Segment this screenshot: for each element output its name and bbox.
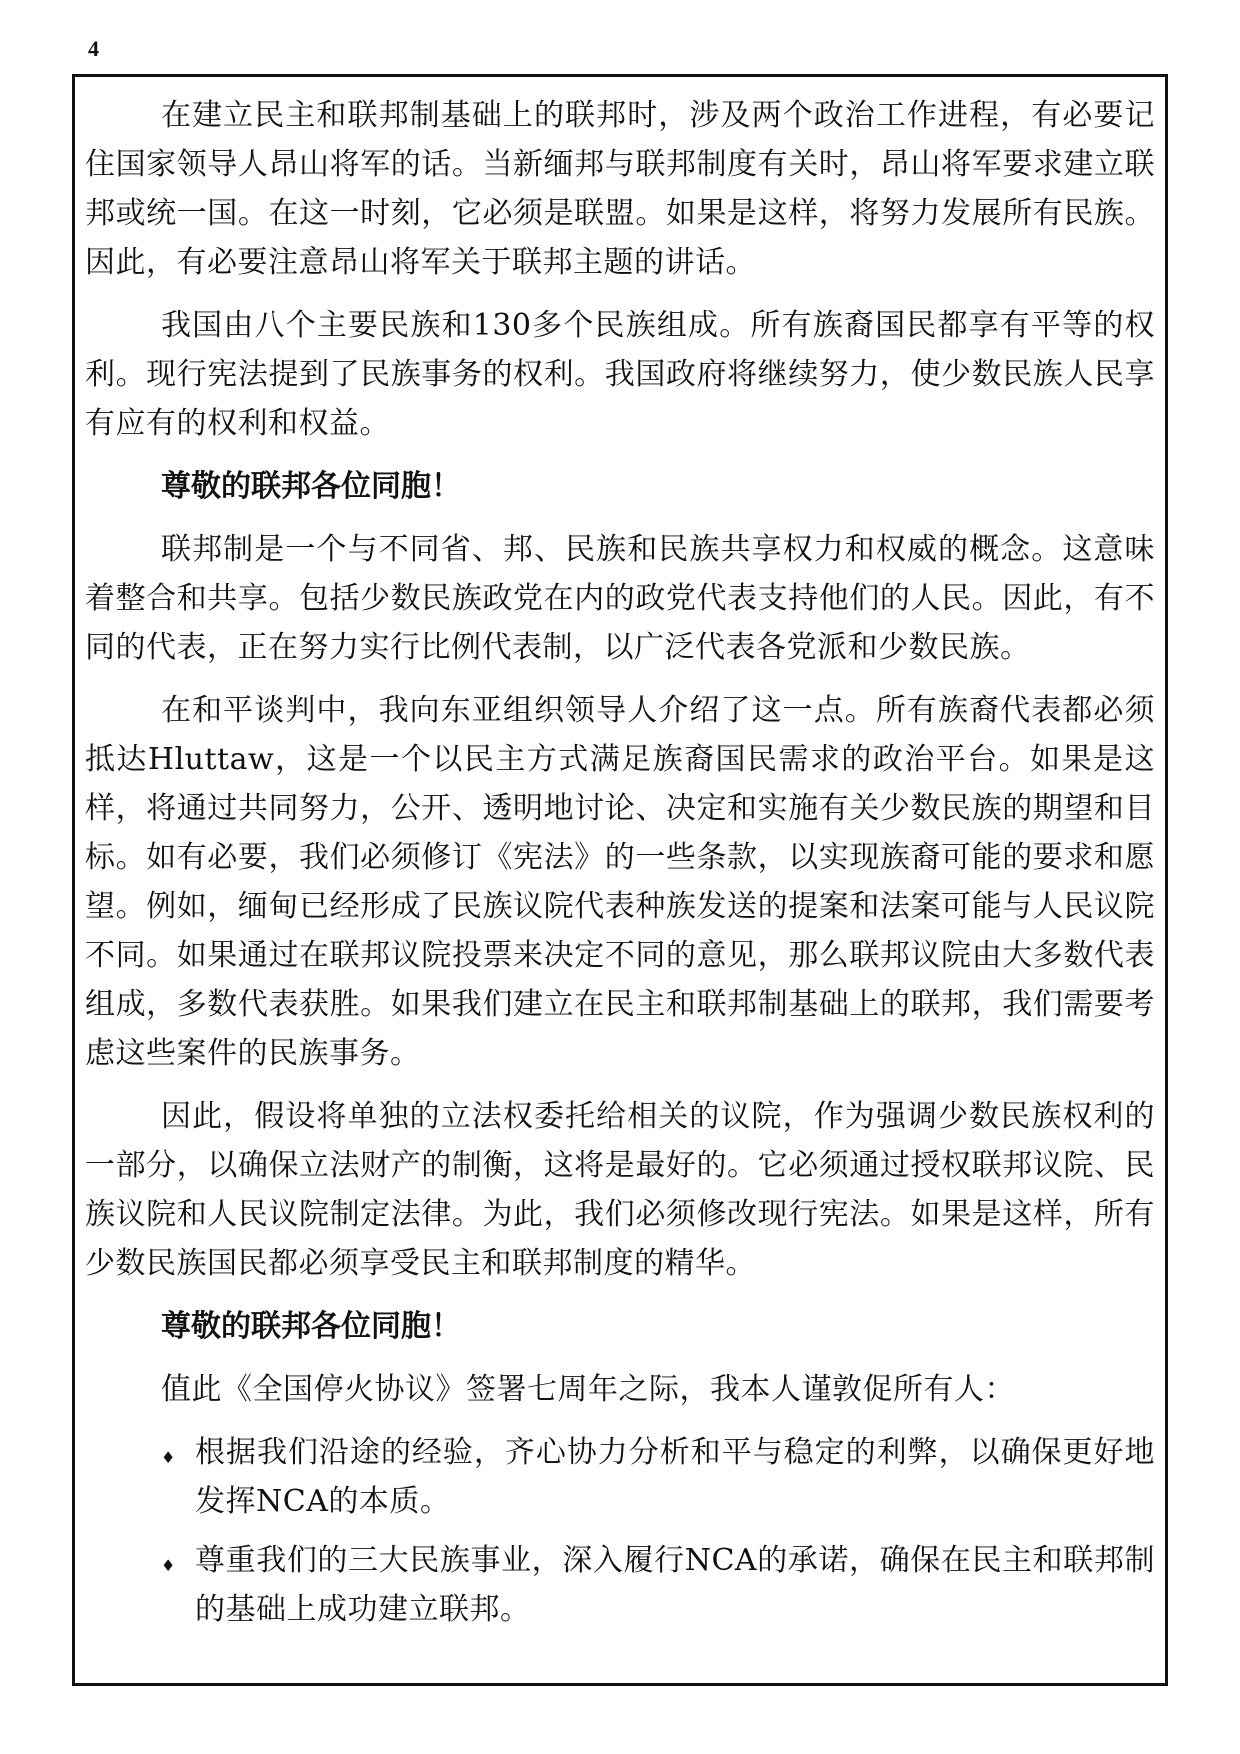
list-item (85, 1536, 1155, 1634)
content-frame (72, 74, 1168, 1686)
paragraph: 在和平谈判中，我向东亚组织领导人介绍了这一点。所有族裔代表都必须抵达Hluttaw，这是一个以民主方式满足族裔国民需求的政治平台。如果是这样，将通过共同努力，公开、透明地讨论、决定和实施有关少数民族的期望和目标。如有必要，我们必须修订《宪法》的一些条款，以实现族裔可能的要求和愿望。例如，缅甸已经形成了民族议院代表种族发送的提案和法案可能与人民议院不同。如果通过在联邦议院投票来决定不同的意见，那么联邦议院由大多数代表组成，多数代表获胜。如果我们建立在民主和联邦制基础上的联邦，我们需要考虑这些案件的民族事务。 (85, 693, 1155, 1071)
paragraph: 联邦制是一个与不同省、邦、民族和民族共享权力和权威的概念。这意味着整合和共享。包括少数民族政党在内的政党代表支持他们的人民。因此，有不同的代表，正在努力实行比例代表制，以广泛代表各党派和少数民族。 (85, 532, 1155, 665)
diamond-bullet-icon: ♦ (161, 1556, 176, 1575)
diamond-bullet-icon: ♦ (161, 1448, 176, 1467)
paragraph: 在建立民主和联邦制基础上的联邦时，涉及两个政治工作进程，有必要记住国家领导人昂山将军的话。当新缅邦与联邦制度有关时，昂山将军要求建立联邦或统一国。在这一时刻，它必须是联盟。如果是这样，将努力发展所有民族。因此，有必要注意昂山将军关于联邦主题的讲话。 (85, 98, 1155, 280)
paragraph: 因此，假设将单独的立法权委托给相关的议院，作为强调少数民族权利的一部分，以确保立法财产的制衡，这将是最好的。它必须通过授权联邦议院、民族议院和人民议院制定法律。为此，我们必须修改现行宪法。如果是这样，所有少数民族国民都必须享受民主和联邦制度的精华。 (85, 1099, 1155, 1281)
page-number: 4 (88, 36, 99, 61)
bullet-list (85, 1428, 1155, 1634)
intro-line: 值此《全国停火协议》签署七周年之际，我本人谨敦促所有人： (161, 1372, 1015, 1407)
list-item (85, 1428, 1155, 1526)
salutation-heading: 尊敬的联邦各位同胞！ (161, 1309, 461, 1344)
bullet-text: 根据我们沿途的经验，齐心协力分析和平与稳定的利弊，以确保更好地发挥NCA的本质。 (195, 1435, 1155, 1519)
salutation-heading: 尊敬的联邦各位同胞！ (161, 469, 461, 504)
paragraph: 我国由八个主要民族和130多个民族组成。所有族裔国民都享有平等的权利。现行宪法提到了民族事务的权利。我国政府将继续努力，使少数民族人民享有应有的权利和权益。 (85, 308, 1155, 441)
bullet-text: 尊重我们的三大民族事业，深入履行NCA的承诺，确保在民主和联邦制的基础上成功建立联邦。 (195, 1543, 1155, 1627)
